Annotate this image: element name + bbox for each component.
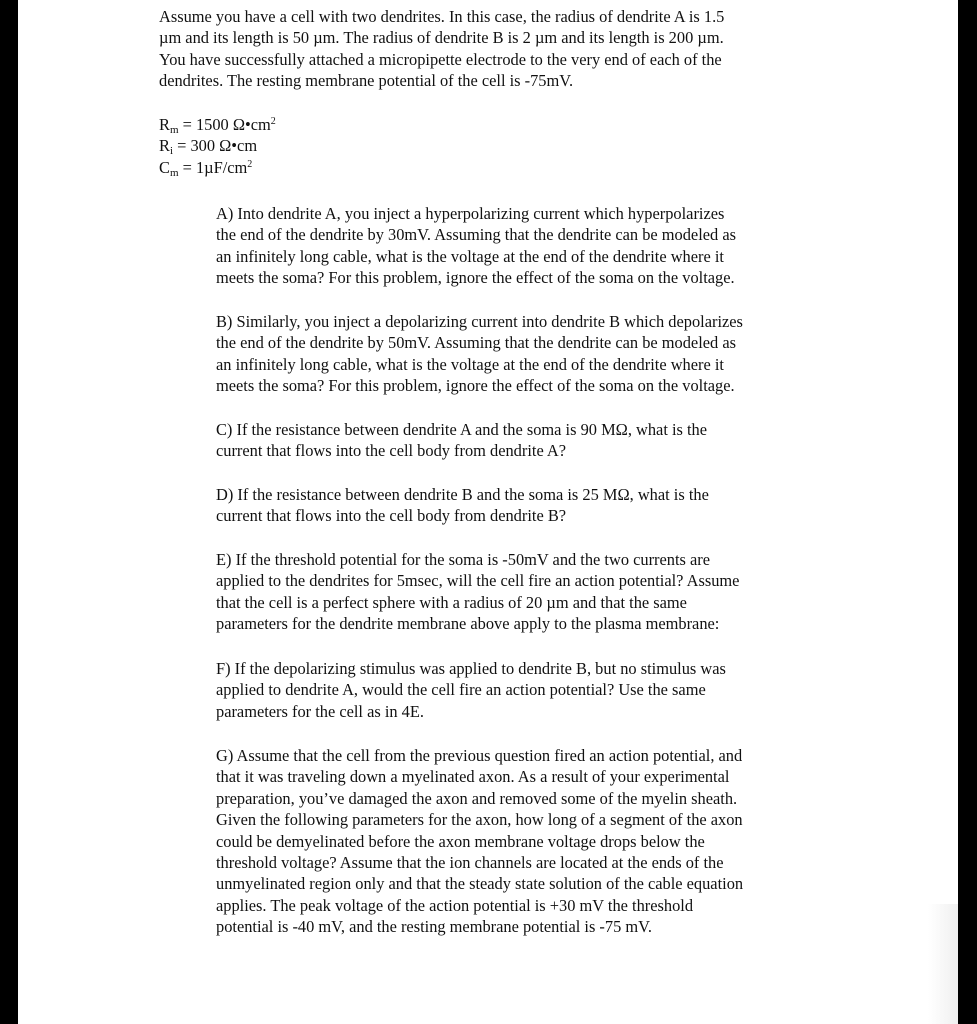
param-ri: [159, 135, 459, 156]
param-value: = 1µF/cm: [178, 157, 248, 177]
param-superscript: 2: [247, 158, 253, 170]
question-line: threshold voltage? Assume that the ion channels are located at the ends of the: [216, 853, 724, 873]
param-subscript: i: [169, 145, 173, 158]
param-cm: [159, 157, 459, 178]
question-line: an infinitely long cable, what is the voltage at the end of the dendrite where it: [216, 354, 724, 374]
param-symbol: R: [159, 115, 170, 134]
intro-paragraph: [159, 6, 829, 92]
question-line: potential is -40 mV, and the resting membrane potential is -75 mV.: [216, 917, 652, 937]
question-line: that the cell is a perfect sphere with a radius of 20 µm and that the same: [216, 592, 687, 612]
param-subscript: m: [169, 166, 179, 179]
page-corner-shadow: [928, 904, 958, 1024]
question-g: [216, 745, 826, 938]
question-line: F) If the depolarizing stimulus was applied to dendrite B, but no stimulus was: [216, 659, 726, 678]
param-subscript: m: [169, 124, 179, 136]
param-superscript: 2: [270, 116, 276, 127]
question-line: could be demyelinated before the axon membrane voltage drops below the: [216, 831, 705, 851]
question-d: [216, 484, 826, 527]
question-line: applied to the dendrites for 5msec, will the cell fire an action potential? Assume: [216, 571, 740, 591]
question-line: D) If the resistance between dendrite B and the soma is 25 MΩ, what is the: [216, 485, 709, 504]
question-c: [216, 419, 826, 462]
question-line: applied to dendrite A, would the cell fire an action potential? Use the same: [216, 680, 706, 700]
question-line: applies. The peak voltage of the action potential is +30 mV the threshold: [216, 895, 694, 915]
question-line: parameters for the dendrite membrane above apply to the plasma membrane:: [216, 614, 720, 634]
question-line: current that flows into the cell body from dendrite A?: [216, 441, 567, 461]
question-f: [216, 658, 826, 722]
question-line: unmyelinated region only and that the steady state solution of the cable equation: [216, 874, 744, 894]
question-line: E) If the threshold potential for the soma is -50mV and the two currents are: [216, 550, 711, 569]
question-line: G) Assume that the cell from the previous question fired an action potential, and: [216, 746, 743, 765]
question-e: [216, 549, 826, 635]
param-rm: [159, 114, 459, 135]
question-line: preparation, you’ve damaged the axon and removed some of the myelin sheath.: [216, 788, 738, 808]
intro-line: You have successfully attached a micropipette electrode to the very end of each of the: [159, 49, 722, 69]
param-value: = 300 Ω•cm: [173, 136, 258, 156]
question-line: the end of the dendrite by 50mV. Assuming that the dendrite can be modeled as: [216, 333, 736, 353]
question-b: [216, 311, 826, 397]
question-line: the end of the dendrite by 30mV. Assuming that the dendrite can be modeled as: [216, 225, 736, 245]
question-line: current that flows into the cell body from dendrite B?: [216, 506, 567, 526]
param-symbol: C: [159, 157, 170, 177]
question-line: B) Similarly, you inject a depolarizing current into dendrite B which depolarizes: [216, 312, 743, 331]
parameter-list: [159, 114, 459, 178]
question-line: an infinitely long cable, what is the voltage at the end of the dendrite where it: [216, 246, 724, 266]
question-line: A) Into dendrite A, you inject a hyperpolarizing current which hyperpolarizes: [216, 204, 725, 223]
param-symbol: R: [159, 136, 170, 156]
question-line: C) If the resistance between dendrite A and the soma is 90 MΩ, what is the: [216, 420, 708, 439]
question-line: Given the following parameters for the axon, how long of a segment of the axon: [216, 810, 743, 830]
question-line: that it was traveling down a myelinated axon. As a result of your experimental: [216, 767, 730, 787]
question-line: meets the soma? For this problem, ignore the effect of the soma on the voltage.: [216, 268, 735, 288]
question-a: [216, 203, 826, 289]
question-line: meets the soma? For this problem, ignore the effect of the soma on the voltage.: [216, 376, 735, 396]
question-line: parameters for the cell as in 4E.: [216, 701, 424, 721]
intro-line: Assume you have a cell with two dendrites. In this case, the radius of dendrite A is 1.5: [159, 7, 725, 26]
param-value: = 1500 Ω•cm: [178, 115, 271, 134]
intro-line: µm and its length is 50 µm. The radius of dendrite B is 2 µm and its length is 200 µm.: [159, 28, 724, 48]
intro-line: dendrites. The resting membrane potential of the cell is -75mV.: [159, 71, 574, 91]
document-page: [18, 0, 958, 1024]
